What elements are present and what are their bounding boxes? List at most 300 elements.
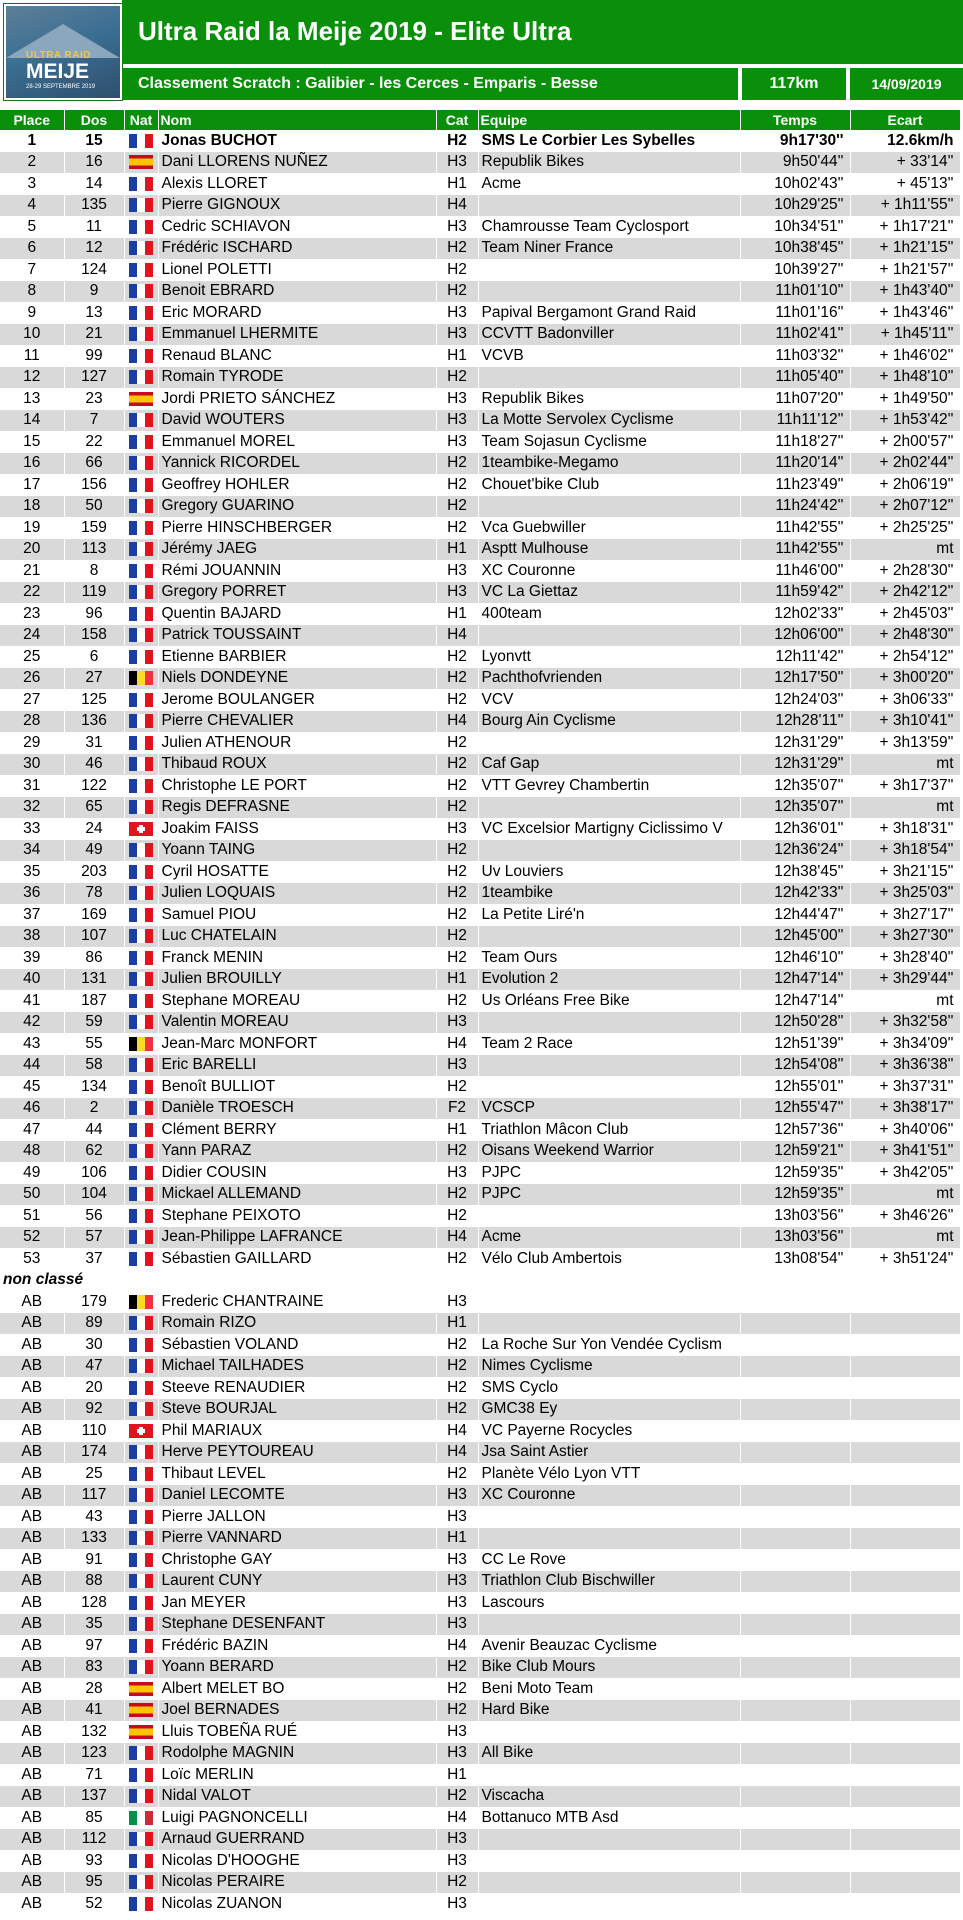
place-cell: 51 [0,1205,64,1227]
cat-cell: H1 [436,1528,478,1550]
gap-cell: + 3h10'41'' [850,711,960,733]
dos-cell: 47 [64,1356,124,1378]
name-cell: Quentin BAJARD [158,603,436,625]
cat-cell: H2 [436,840,478,862]
table-row [0,1485,960,1507]
time-cell: 11h23'49'' [740,474,850,496]
table-row [0,1248,960,1270]
place-cell: 24 [0,625,64,647]
flag-fr-icon [129,779,153,793]
nat-cell [124,1248,158,1270]
place-cell: 29 [0,732,64,754]
team-cell: Acme [478,1227,740,1249]
name-cell: Pierre HINSCHBERGER [158,517,436,539]
cat-cell: H3 [436,1506,478,1528]
team-cell [478,926,740,948]
nat-cell [124,646,158,668]
gap-cell [850,1313,960,1335]
nat-cell [124,990,158,1012]
table-row [0,1227,960,1249]
time-cell: 12h35'07'' [740,797,850,819]
flag-fr-icon [129,1058,153,1072]
time-cell: 11h03'32'' [740,345,850,367]
logo-line2: MEIJE [26,60,90,83]
gap-cell: mt [850,754,960,776]
gap-cell: + 3h42'05'' [850,1162,960,1184]
gap-cell [850,1764,960,1786]
place-cell: AB [0,1893,64,1915]
time-cell [740,1850,850,1872]
team-cell [478,625,740,647]
dos-cell: 25 [64,1463,124,1485]
time-cell [740,1614,850,1636]
gap-cell [850,1399,960,1421]
nat-cell [124,840,158,862]
dos-cell: 2 [64,1098,124,1120]
flag-fr-icon [129,650,153,664]
gap-cell: + 3h36'38'' [850,1055,960,1077]
gap-cell: + 3h46'26'' [850,1205,960,1227]
team-cell: Acme [478,173,740,195]
dos-cell: 97 [64,1635,124,1657]
nat-cell [124,1205,158,1227]
team-cell: XC Couronne [478,1485,740,1507]
flag-fr-icon [129,929,153,943]
gap-cell [850,1743,960,1765]
place-cell: 50 [0,1184,64,1206]
name-cell: Jordi PRIETO SÁNCHEZ [158,388,436,410]
name-cell: Eric MORARD [158,302,436,324]
gap-cell [850,1786,960,1808]
name-cell: Etienne BARBIER [158,646,436,668]
cat-cell: H2 [436,1076,478,1098]
table-row [0,1872,960,1894]
flag-fr-icon [129,1252,153,1266]
team-cell: GMC38 Ey [478,1399,740,1421]
nat-cell [124,689,158,711]
nat-cell [124,1055,158,1077]
cat-cell: H4 [436,1420,478,1442]
team-cell: Bourg Ain Cyclisme [478,711,740,733]
flag-fr-icon [129,865,153,879]
flag-fr-icon [129,1897,153,1911]
nat-cell [124,1162,158,1184]
name-cell: Yannick RICORDEL [158,453,436,475]
team-cell [478,1076,740,1098]
page-title: Ultra Raid la Meije 2019 - Elite Ultra [138,16,572,46]
nat-cell [124,1399,158,1421]
flag-fr-icon [129,284,153,298]
team-cell: VTT Gevrey Chambertin [478,775,740,797]
gap-cell: + 1h48'10'' [850,367,960,389]
name-cell: Joel BERNADES [158,1700,436,1722]
dos-cell: 83 [64,1657,124,1679]
table-row [0,603,960,625]
table-row [0,668,960,690]
place-cell: 6 [0,238,64,260]
name-cell: Alexis LLORET [158,173,436,195]
time-cell [740,1893,850,1915]
table-row [0,1076,960,1098]
time-cell [740,1549,850,1571]
table-row [0,130,960,152]
table-row [0,474,960,496]
flag-fr-icon [129,1531,153,1545]
name-cell: Danièle TROESCH [158,1098,436,1120]
team-cell [478,1205,740,1227]
nat-cell [124,1678,158,1700]
team-cell: VCVB [478,345,740,367]
nat-cell [124,1313,158,1335]
table-row [0,195,960,217]
results-body [0,130,960,1915]
name-cell: Cedric SCHIAVON [158,216,436,238]
dos-cell: 110 [64,1420,124,1442]
gap-cell: + 3h06'33'' [850,689,960,711]
time-cell: 11h05'40'' [740,367,850,389]
cat-cell: H1 [436,1764,478,1786]
gap-cell: + 3h27'17'' [850,904,960,926]
cat-cell: H2 [436,1184,478,1206]
flag-fr-icon [129,1660,153,1674]
nat-cell [124,1893,158,1915]
team-cell: Planète Vélo Lyon VTT [478,1463,740,1485]
nat-cell [124,1141,158,1163]
name-cell: Pierre GIGNOUX [158,195,436,217]
team-cell: Vélo Club Ambertois [478,1248,740,1270]
table-row [0,560,960,582]
time-cell: 12h44'47'' [740,904,850,926]
time-cell [740,1463,850,1485]
nat-cell [124,152,158,174]
team-cell: Republik Bikes [478,152,740,174]
team-cell: Team Sojasun Cyclisme [478,431,740,453]
place-cell: 1 [0,130,64,152]
nat-cell [124,1829,158,1851]
team-cell [478,1829,740,1851]
flag-fr-icon [129,1166,153,1180]
cat-cell: H2 [436,1356,478,1378]
gap-cell: + 2h54'12'' [850,646,960,668]
gap-cell [850,1635,960,1657]
team-cell: Evolution 2 [478,969,740,991]
flag-es-icon [129,1682,153,1696]
gap-cell: + 3h40'06'' [850,1119,960,1141]
flag-fr-icon [129,800,153,814]
time-cell: 11h59'42'' [740,582,850,604]
flag-fr-icon [129,585,153,599]
place-cell: AB [0,1399,64,1421]
time-cell: 11h02'41'' [740,324,850,346]
nat-cell [124,345,158,367]
nat-cell [124,625,158,647]
table-row [0,216,960,238]
table-row [0,259,960,281]
name-cell: Nicolas ZUANON [158,1893,436,1915]
flag-fr-icon [129,1467,153,1481]
dos-cell: 88 [64,1571,124,1593]
nat-cell [124,1786,158,1808]
nat-cell [124,1506,158,1528]
table-row [0,345,960,367]
flag-be-icon [129,671,153,685]
team-cell: VCSCP [478,1098,740,1120]
team-cell [478,732,740,754]
dos-cell: 127 [64,367,124,389]
team-cell [478,1850,740,1872]
col-ecart: Ecart [850,110,960,130]
nat-cell [124,1657,158,1679]
place-cell: AB [0,1377,64,1399]
nat-cell [124,1872,158,1894]
name-cell: Emmanuel LHERMITE [158,324,436,346]
name-cell: Niels DONDEYNE [158,668,436,690]
gap-cell [850,1721,960,1743]
table-row [0,1399,960,1421]
cat-cell: H3 [436,1012,478,1034]
dos-cell: 31 [64,732,124,754]
cat-cell: H2 [436,1657,478,1679]
flag-fr-icon [129,1359,153,1373]
place-cell: 47 [0,1119,64,1141]
time-cell: 12h11'42'' [740,646,850,668]
dos-cell: 119 [64,582,124,604]
table-row [0,173,960,195]
time-cell: 13h08'54'' [740,1248,850,1270]
place-cell: 14 [0,410,64,432]
cat-cell: H2 [436,453,478,475]
place-cell: 32 [0,797,64,819]
cat-cell: H4 [436,711,478,733]
time-cell [740,1743,850,1765]
dos-cell: 156 [64,474,124,496]
table-row [0,367,960,389]
name-cell: Daniel LECOMTE [158,1485,436,1507]
flag-fr-icon [129,1316,153,1330]
gap-cell: + 3h34'09'' [850,1033,960,1055]
dos-cell: 104 [64,1184,124,1206]
team-cell: Beni Moto Team [478,1678,740,1700]
cat-cell: H2 [436,883,478,905]
time-cell: 11h18'27'' [740,431,850,453]
time-cell: 12h59'21'' [740,1141,850,1163]
flag-fr-icon [129,736,153,750]
table-row [0,861,960,883]
gap-cell [850,1893,960,1915]
dos-cell: 122 [64,775,124,797]
time-cell [740,1313,850,1335]
cat-cell: H2 [436,646,478,668]
race-distance: 117km [742,68,846,100]
place-cell: 39 [0,947,64,969]
flag-fr-icon [129,1832,153,1846]
results-table [0,110,961,1915]
flag-fr-icon [129,1338,153,1352]
table-row [0,388,960,410]
nat-cell [124,603,158,625]
time-cell: 10h29'25'' [740,195,850,217]
gap-cell: + 3h37'31'' [850,1076,960,1098]
cat-cell: H4 [436,1227,478,1249]
nat-cell [124,775,158,797]
dos-cell: 203 [64,861,124,883]
nat-cell [124,1485,158,1507]
table-row [0,625,960,647]
name-cell: Jean-Philippe LAFRANCE [158,1227,436,1249]
table-row [0,517,960,539]
name-cell: Frédéric BAZIN [158,1635,436,1657]
place-cell: 48 [0,1141,64,1163]
time-cell [740,1829,850,1851]
flag-fr-icon [129,349,153,363]
gap-cell [850,1463,960,1485]
name-cell: Cyril HOSATTE [158,861,436,883]
flag-fr-icon [129,241,153,255]
time-cell [740,1786,850,1808]
dos-cell: 132 [64,1721,124,1743]
logo-line3: 28-29 SEPTEMBRE 2019 [26,84,96,90]
dos-cell: 62 [64,1141,124,1163]
dos-cell: 117 [64,1485,124,1507]
cat-cell: H3 [436,1829,478,1851]
time-cell: 11h20'14'' [740,453,850,475]
dos-cell: 174 [64,1442,124,1464]
name-cell: Didier COUSIN [158,1162,436,1184]
name-cell: Benoit EBRARD [158,281,436,303]
flag-fr-icon [129,1510,153,1524]
table-row [0,324,960,346]
team-cell: Bottanuco MTB Asd [478,1807,740,1829]
dos-cell: 20 [64,1377,124,1399]
table-row [0,152,960,174]
table-row [0,1592,960,1614]
dos-cell: 23 [64,388,124,410]
flag-fr-icon [129,1187,153,1201]
gap-cell: + 2h25'25'' [850,517,960,539]
table-row [0,410,960,432]
dos-cell: 125 [64,689,124,711]
table-row [0,969,960,991]
place-cell: AB [0,1807,64,1829]
time-cell: 11h01'10'' [740,281,850,303]
cat-cell: H2 [436,281,478,303]
gap-cell [850,1442,960,1464]
team-cell: Uv Louviers [478,861,740,883]
name-cell: Julien LOQUAIS [158,883,436,905]
name-cell: Pierre CHEVALIER [158,711,436,733]
flag-fr-icon [129,1596,153,1610]
time-cell: 11h07'20'' [740,388,850,410]
cat-cell: H2 [436,1205,478,1227]
cat-cell: H3 [436,410,478,432]
time-cell [740,1700,850,1722]
time-cell [740,1485,850,1507]
cat-cell: H3 [436,1162,478,1184]
time-cell: 12h02'33'' [740,603,850,625]
cat-cell: H3 [436,1485,478,1507]
name-cell: Benoît BULLIOT [158,1076,436,1098]
nat-cell [124,410,158,432]
place-cell: AB [0,1592,64,1614]
nat-cell [124,539,158,561]
nat-cell [124,1098,158,1120]
place-cell: 40 [0,969,64,991]
time-cell [740,1334,850,1356]
cat-cell: H2 [436,775,478,797]
place-cell: AB [0,1528,64,1550]
gap-cell: mt [850,797,960,819]
name-cell: Julien BROUILLY [158,969,436,991]
time-cell: 12h36'24'' [740,840,850,862]
nat-cell [124,1442,158,1464]
place-cell: 16 [0,453,64,475]
name-cell: Rémi JOUANNIN [158,560,436,582]
gap-cell [850,1485,960,1507]
gap-cell: 12.6km/h [850,130,960,152]
place-cell: 20 [0,539,64,561]
nat-cell [124,1764,158,1786]
gap-cell: + 1h43'46'' [850,302,960,324]
place-cell: 10 [0,324,64,346]
table-row [0,1141,960,1163]
nat-cell [124,517,158,539]
name-cell: Rodolphe MAGNIN [158,1743,436,1765]
table-row [0,1657,960,1679]
nat-cell [124,754,158,776]
dos-cell: 179 [64,1291,124,1313]
team-cell [478,1614,740,1636]
dos-cell: 9 [64,281,124,303]
flag-fr-icon [129,177,153,191]
table-row [0,1528,960,1550]
name-cell: David WOUTERS [158,410,436,432]
flag-fr-icon [129,1639,153,1653]
nat-cell [124,1463,158,1485]
flag-es-icon [129,155,153,169]
time-cell: 13h03'56'' [740,1205,850,1227]
table-row [0,1614,960,1636]
dos-cell: 21 [64,324,124,346]
name-cell: Thibaud ROUX [158,754,436,776]
dos-cell: 58 [64,1055,124,1077]
flag-fr-icon [129,757,153,771]
name-cell: Albert MELET BO [158,1678,436,1700]
table-row [0,1700,960,1722]
time-cell: 12h17'50'' [740,668,850,690]
flag-fr-icon [129,714,153,728]
flag-fr-icon [129,1553,153,1567]
gap-cell: + 3h25'03'' [850,883,960,905]
name-cell: Nicolas PERAIRE [158,1872,436,1894]
nat-cell [124,947,158,969]
cat-cell: H2 [436,367,478,389]
nat-cell [124,1635,158,1657]
flag-fr-icon [129,843,153,857]
gap-cell [850,1850,960,1872]
gap-cell: + 3h38'17'' [850,1098,960,1120]
name-cell: Yann PARAZ [158,1141,436,1163]
table-row [0,1205,960,1227]
table-row [0,582,960,604]
dos-cell: 135 [64,195,124,217]
nat-cell [124,302,158,324]
nat-cell [124,861,158,883]
place-cell: AB [0,1850,64,1872]
name-cell: Clément BERRY [158,1119,436,1141]
cat-cell: H4 [436,625,478,647]
cat-cell: H2 [436,517,478,539]
nat-cell [124,1850,158,1872]
